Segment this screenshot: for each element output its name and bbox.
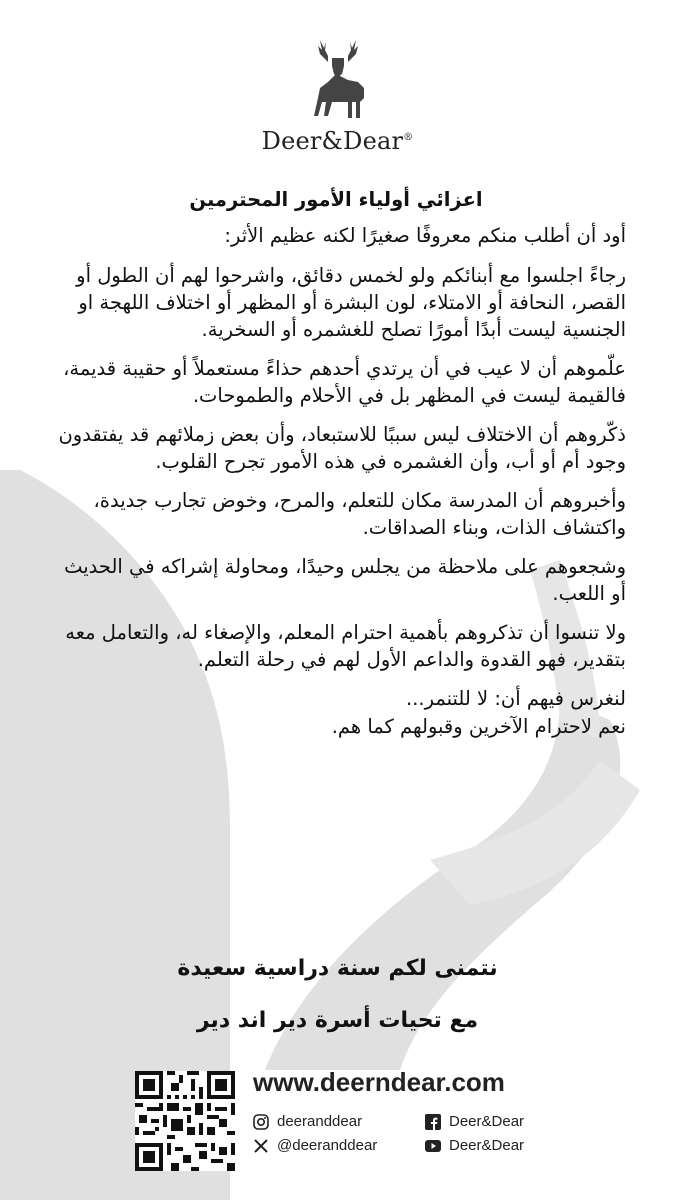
- youtube-icon: [425, 1138, 441, 1154]
- youtube-link[interactable]: [425, 1137, 524, 1154]
- paragraph: ذكّروهم أن الاختلاف ليس سببًا للاستبعاد، وأن بعض زملائهم قد يفتقدون وجود أم أو أب، وأن الغشمره في هذه الأمور تجرح القلوب.: [58, 423, 626, 473]
- letter-body: [46, 188, 626, 741]
- x-link[interactable]: [253, 1137, 377, 1154]
- wish-text: نتمنى لكم سنة دراسية سعيدة: [177, 956, 498, 981]
- paragraph: علّموهم أن لا عيب في أن يرتدي أحدهم حذاءً مستعملاً أو حقيبة قديمة، فالقيمة ليست في المظهر بل في الأحلام والطموحات.: [63, 357, 626, 407]
- facebook-icon: [425, 1114, 441, 1130]
- paragraph: رجاءً اجلسوا مع أبنائكم ولو لخمس دقائق، واشرحوا لهم أن الطول أو القصر، النحافة أو الامتلاء، لون البشرة أو المظهر أو اختلاف اللهجة او الجنسية ليست أبدًا أمورًا تصلح للغشمره أو السخرية.: [76, 264, 626, 341]
- deer-logo-icon: [298, 36, 378, 121]
- instagram-handle: deeranddear: [277, 1113, 363, 1130]
- closing-line: لنغرس فيهم أن: لا للتنمر...: [406, 687, 626, 710]
- instagram-icon: [253, 1114, 269, 1130]
- signoff-text: مع تحيات أسرة دير اند دير: [196, 1008, 479, 1033]
- instagram-link[interactable]: [253, 1113, 362, 1130]
- qr-code-icon[interactable]: [135, 1071, 235, 1171]
- paragraph: ولا تنسوا أن تذكروهم بأهمية احترام المعلم، والإصغاء له، والتعامل معه بتقدير، فهو القدوة والداعم الأول لهم في رحلة التعلم.: [65, 621, 626, 671]
- brand-logo: [0, 36, 675, 155]
- x-icon: [253, 1138, 269, 1154]
- x-handle: @deeranddear: [277, 1137, 378, 1154]
- footer: [135, 1067, 555, 1176]
- paragraph: وشجعوهم على ملاحظة من يجلس وحيدًا، ومحاولة إشراكه في الحديث أو اللعب.: [64, 555, 626, 605]
- facebook-handle: Deer&Dear: [449, 1113, 525, 1130]
- registered-mark: ®: [403, 132, 414, 143]
- brand-name: Deer&Dear®: [261, 127, 414, 155]
- letter-intro: أود أن أطلب منكم معروفًا صغيرًا لكنه عظيم الأثر:: [224, 224, 626, 247]
- youtube-handle: Deer&Dear: [449, 1137, 525, 1154]
- closing-line: نعم لاحترام الآخرين وقبولهم كما هم.: [331, 715, 626, 738]
- paragraph: وأخبروهم أن المدرسة مكان للتعلم، والمرح، وخوض تجارب جديدة، واكتشاف الذات، وبناء الصداقات.: [93, 489, 626, 539]
- letter-heading: اعزائي أولياء الأمور المحترمين: [189, 188, 483, 211]
- website-link[interactable]: www.deerndear.com: [253, 1067, 505, 1097]
- facebook-link[interactable]: [425, 1113, 524, 1130]
